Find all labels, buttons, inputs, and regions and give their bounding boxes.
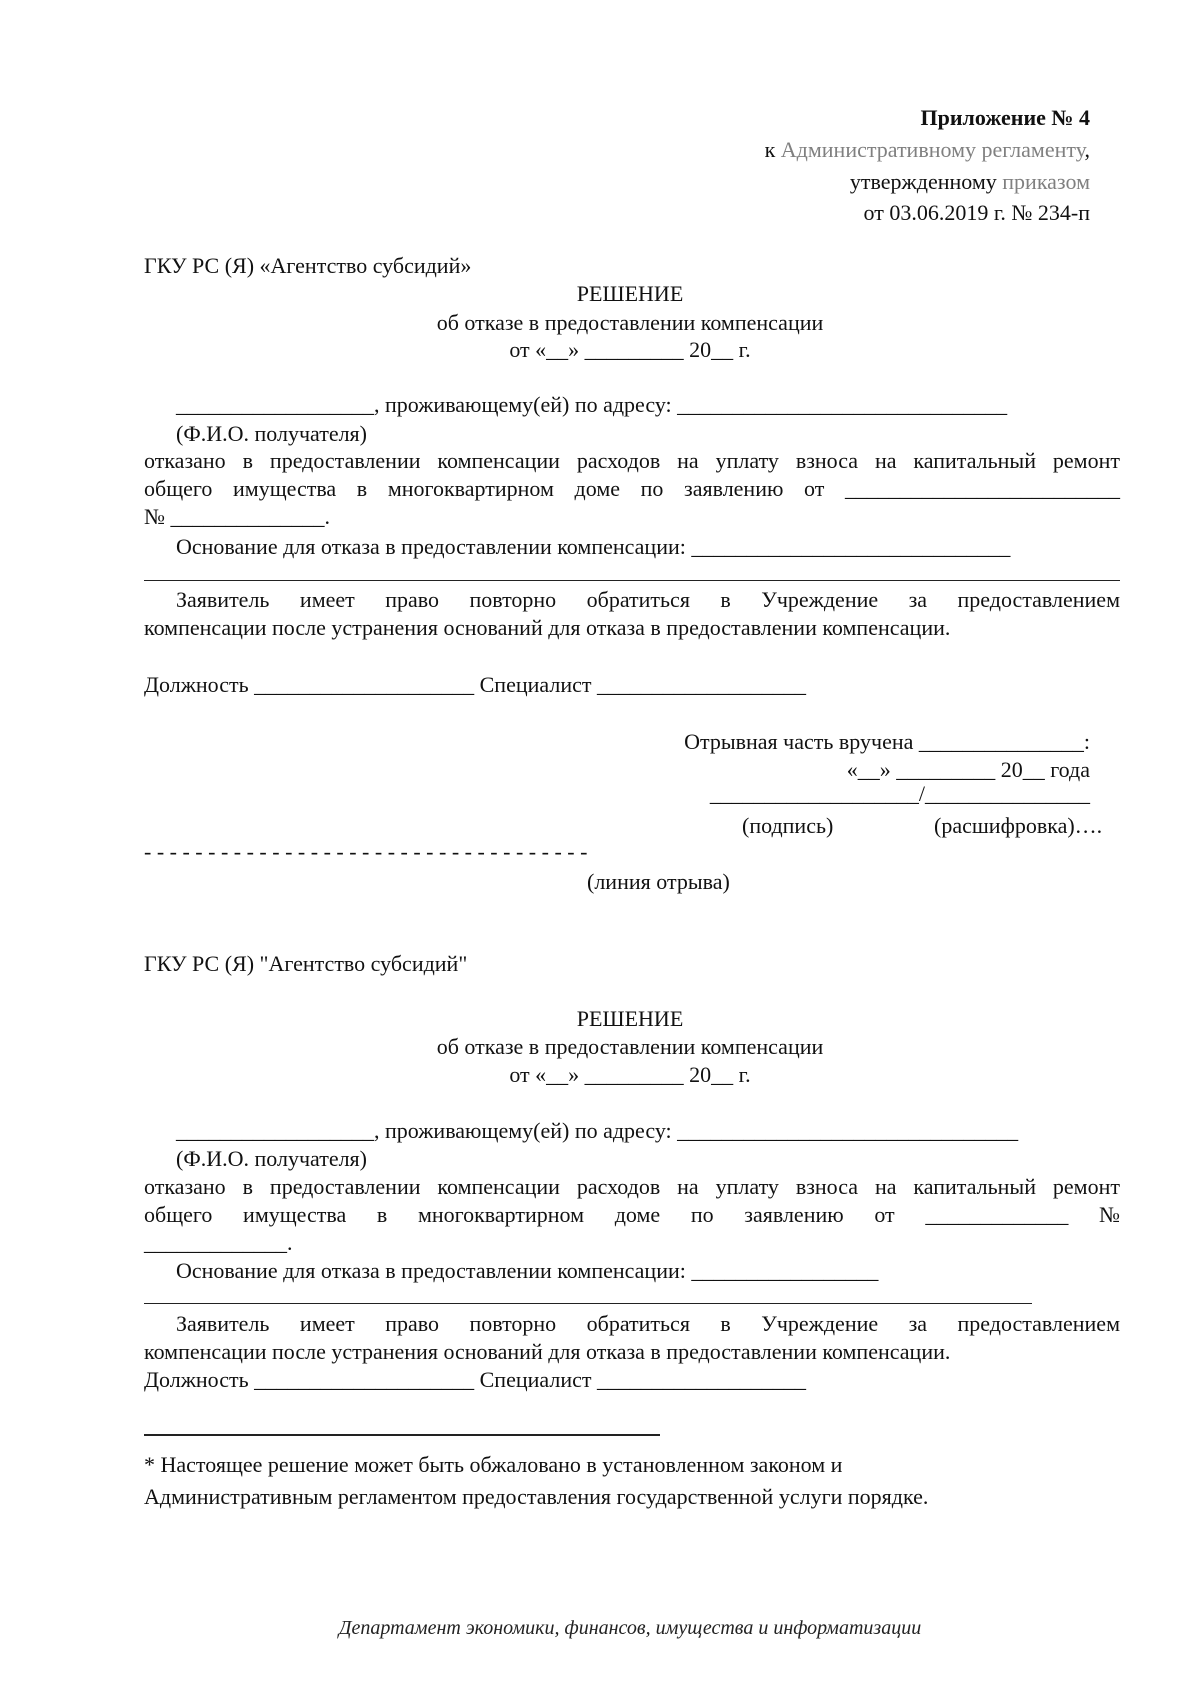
- tear-dash-line: - - - - - - - - - - - - - - - - - - - - - - - - - - - - - - - - - - -: [144, 839, 588, 864]
- form1-right-line-2: компенсации после устранения оснований для отказа в предоставлении компенсации.: [144, 615, 951, 640]
- appendix-line-1-grey: Административному регламенту: [780, 137, 1085, 162]
- form1-org: ГКУ РС (Я) «Агентство субсидий»: [144, 253, 472, 278]
- form1-resident-line: __________________, проживающему(ей) по адресу: ______________________________: [176, 392, 1008, 417]
- form2-refused-line-2: общего имущества в многоквартирном доме по заявлению от _____________ №: [144, 1202, 1120, 1227]
- form2-position-line: Должность ____________________ Специалист ___________________: [144, 1367, 806, 1392]
- form1-basis-underline: [144, 580, 1120, 581]
- form1-refused-line-1: отказано в предоставлении компенсации расходов на уплату взноса на капитальный ремонт: [144, 448, 1120, 473]
- footnote-separator: [144, 1434, 660, 1436]
- appendix-line-1-suffix: ,: [1084, 137, 1090, 162]
- form1-subtitle: об отказе в предоставлении компенсации: [436, 310, 824, 335]
- appendix-line-3: от 03.06.2019 г. № 234-п: [863, 200, 1090, 225]
- form2-right-line-1: Заявитель имеет право повторно обратиться в Учреждение за предоставлением: [176, 1311, 1120, 1336]
- appendix-line-2-prefix: утвержденному: [849, 169, 1003, 194]
- tear-received-line: Отрывная часть вручена _______________:: [684, 729, 1090, 754]
- footnote-line-2: Административным регламентом предоставления государственной услуги порядке.: [144, 1484, 929, 1509]
- form2-subtitle: об отказе в предоставлении компенсации: [436, 1034, 824, 1059]
- decode-label: (расшифровка)….: [934, 813, 1103, 838]
- form2-basis-line: Основание для отказа в предоставлении компенсации: _________________: [176, 1258, 879, 1283]
- tear-line-label: (линия отрыва): [587, 869, 730, 894]
- page-footer: Департамент экономики, финансов, имущества и информатизации: [338, 1617, 922, 1639]
- form2-date-line: от «__» _________ 20__ г.: [509, 1062, 751, 1087]
- form1-date-line: от «__» _________ 20__ г.: [509, 337, 751, 362]
- appendix-line-1: [765, 136, 1090, 164]
- signature-label: (подпись): [742, 813, 834, 838]
- form2-refused-line-1: отказано в предоставлении компенсации расходов на уплату взноса на капитальный ремонт: [144, 1174, 1120, 1199]
- appendix-line-1-prefix: к: [764, 137, 781, 162]
- form1-title: РЕШЕНИЕ: [576, 281, 684, 306]
- appendix-title: Приложение № 4: [920, 105, 1090, 130]
- footnote-line-1: * Настоящее решение может быть обжаловано в установленном законом и: [144, 1452, 843, 1477]
- form2-fio-label: (Ф.И.О. получателя): [176, 1146, 368, 1171]
- appendix-line-2-grey: приказом: [1002, 169, 1090, 194]
- form1-basis-line: Основание для отказа в предоставлении компенсации: _____________________________: [176, 534, 1011, 559]
- form1-number-line: № ______________.: [144, 504, 330, 529]
- signature-line: ___________________/_______________: [709, 781, 1090, 806]
- form1-refused-line-2: общего имущества в многоквартирном доме по заявлению от _________________________: [144, 476, 1120, 501]
- form1-position-line: Должность ____________________ Специалист ___________________: [144, 672, 806, 697]
- form2-title: РЕШЕНИЕ: [576, 1006, 684, 1031]
- form2-resident-line: __________________, проживающему(ей) по адресу: _______________________________: [176, 1118, 1019, 1143]
- form2-number-line: _____________.: [144, 1230, 293, 1255]
- form2-org: ГКУ РС (Я) "Агентство субсидий": [144, 951, 468, 976]
- appendix-line-2: [850, 168, 1090, 196]
- form2-basis-underline: [144, 1303, 1032, 1304]
- form2-right-line-2: компенсации после устранения оснований для отказа в предоставлении компенсации.: [144, 1339, 951, 1364]
- tear-date-line: «__» _________ 20__ года: [846, 757, 1090, 782]
- form1-fio-label: (Ф.И.О. получателя): [176, 421, 368, 446]
- form1-right-line-1: Заявитель имеет право повторно обратиться в Учреждение за предоставлением: [176, 587, 1120, 612]
